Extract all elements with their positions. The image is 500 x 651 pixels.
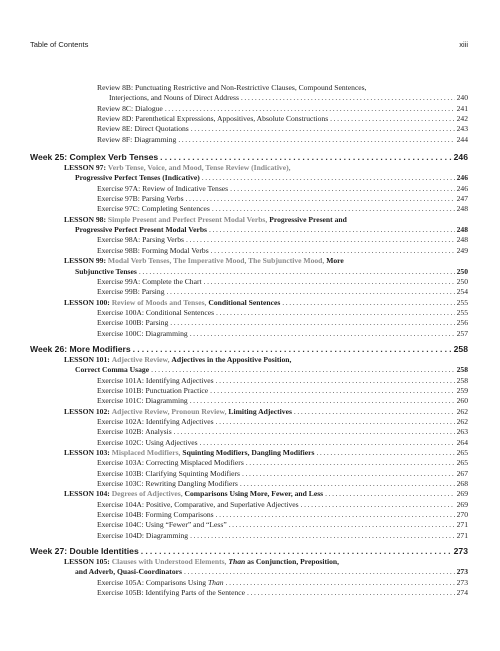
- dot-leader: [141, 545, 452, 557]
- lesson-label: LESSON 97:: [64, 163, 106, 173]
- toc-page-number: 267: [456, 468, 468, 478]
- toc-lesson-98[interactable]: [0, 215, 500, 225]
- dot-leader: [301, 500, 455, 510]
- page-number: xiii: [459, 40, 468, 49]
- toc-entry-exercise-103a[interactable]: Exercise 103A: Correcting Misplaced Modifiers ..... 265: [0, 458, 500, 468]
- dot-leader: [178, 135, 454, 145]
- toc-page-number: 259: [456, 385, 468, 395]
- toc-week-26[interactable]: Week 26: More Modifiers ..... 258: [0, 343, 500, 355]
- lesson-new-topics: Adjectives in the Appositive Position,: [171, 354, 292, 364]
- dot-leader: [325, 489, 454, 499]
- dot-leader: [216, 376, 455, 386]
- running-head-title: Table of Contents: [30, 40, 89, 49]
- lesson-review-topics: Adjective Review,: [111, 354, 170, 364]
- toc-page-number: 262: [456, 416, 468, 426]
- toc-entry-exercise-104b[interactable]: Exercise 104B: Forming Comparisons ..... 270: [0, 510, 500, 520]
- toc-entry-review-8f[interactable]: Review 8F: Diagramming ..... 244: [0, 135, 500, 145]
- toc-entry-exercise-99b[interactable]: Exercise 99B: Parsing ..... 254: [0, 287, 500, 297]
- toc-lesson-104[interactable]: [0, 489, 500, 499]
- toc-page-number: 263: [456, 427, 468, 437]
- toc-entry-review-8e[interactable]: Review 8E: Direct Quotations ..... 243: [0, 124, 500, 134]
- toc-page-number: 255: [456, 307, 468, 317]
- dot-leader: [200, 438, 455, 448]
- toc-page-number: 248: [456, 235, 468, 245]
- dot-leader: [167, 287, 455, 297]
- lesson-new-topics: Conditional Sentences: [208, 297, 281, 307]
- toc-entry-exercise-97c[interactable]: Exercise 97C: Completing Sentences ..... 248: [0, 204, 500, 214]
- toc-entry-exercise-101a[interactable]: Exercise 101A: Identifying Adjectives ..... 258: [0, 376, 500, 386]
- toc-page-number: 262: [456, 406, 468, 416]
- dot-leader: [316, 448, 454, 458]
- dot-leader: [246, 458, 455, 468]
- table-of-contents: [0, 83, 500, 598]
- dot-leader: [230, 184, 454, 194]
- toc-page-number: 273: [456, 577, 468, 587]
- dot-leader: [210, 386, 454, 396]
- toc-page-number: 258: [453, 343, 468, 354]
- lesson-new-topics: Limiting Adjectives: [228, 406, 292, 416]
- toc-week-27[interactable]: Week 27: Double Identities ..... 273: [0, 545, 500, 557]
- toc-lesson-99-continued[interactable]: Subjunctive Tenses ..... 250: [0, 267, 500, 277]
- toc-page-number: 241: [456, 103, 468, 113]
- dot-leader: [186, 235, 455, 245]
- lesson-new-topics: Progressive Present and: [269, 214, 347, 224]
- dot-leader: [139, 267, 455, 277]
- toc-page-number: 270: [456, 510, 468, 520]
- toc-page-number: 268: [456, 479, 468, 489]
- lesson-label: LESSON 101:: [64, 354, 110, 364]
- toc-entry-exercise-97a[interactable]: Exercise 97A: Review of Indicative Tenses ..... 246: [0, 184, 500, 194]
- toc-page-number: 256: [456, 318, 468, 328]
- toc-page-number: 249: [456, 245, 468, 255]
- toc-page-number: 243: [456, 124, 468, 134]
- toc-page-number: 257: [456, 328, 468, 338]
- toc-entry-exercise-101b[interactable]: Exercise 101B: Punctuation Practice ..... 259: [0, 386, 500, 396]
- toc-entry-exercise-98b[interactable]: Exercise 98B: Forming Modal Verbs ..... 249: [0, 246, 500, 256]
- toc-lesson-97[interactable]: [0, 163, 500, 173]
- dot-leader: [229, 520, 455, 530]
- toc-page-number: 258: [456, 365, 468, 375]
- lesson-review-topics: Simple Present and Perfect Present Modal Verbs,: [107, 214, 268, 224]
- lesson-label: LESSON 103:: [64, 448, 110, 457]
- toc-entry-review-8d[interactable]: Review 8D: Parenthetical Expressions, Appositives, Absolute Constructions ..... 242: [0, 114, 500, 124]
- toc-lesson-105-continued[interactable]: and Adverb, Quasi-Coordinators ..... 273: [0, 567, 500, 577]
- toc-entry-exercise-105a[interactable]: Exercise 105A: Comparisons Using Than ..... 273: [0, 578, 500, 588]
- toc-entry-exercise-102b[interactable]: Exercise 102B: Analysis ..... 263: [0, 427, 500, 437]
- running-head: [30, 40, 468, 52]
- dot-leader: [216, 417, 455, 427]
- toc-lesson-99[interactable]: [0, 256, 500, 266]
- toc-page-number: 273: [456, 567, 468, 577]
- toc-entry-exercise-97b[interactable]: Exercise 97B: Parsing Verbs ..... 247: [0, 194, 500, 204]
- lesson-review-topics: Misplaced Modifiers,: [111, 448, 181, 457]
- toc-lesson-97-continued[interactable]: Progressive Perfect Tenses (Indicative) ..... 246: [0, 173, 500, 183]
- dot-leader: [191, 124, 455, 134]
- dot-leader: [294, 407, 455, 417]
- toc-entry-exercise-104c[interactable]: Exercise 104C: Using “Fewer” and “Less” ..... 271: [0, 520, 500, 530]
- toc-entry-exercise-105b[interactable]: Exercise 105B: Identifying Parts of the Sentence ..... 274: [0, 588, 500, 598]
- dot-leader: [211, 246, 455, 256]
- toc-entry-review-8c[interactable]: Review 8C: Dialogue ..... 241: [0, 104, 500, 114]
- dot-leader: [247, 588, 455, 598]
- toc-page-number: 240: [456, 93, 468, 103]
- lesson-label: LESSON 102:: [64, 406, 110, 416]
- lesson-review-topics: Degrees of Adjectives,: [111, 489, 183, 499]
- lesson-review-topics: Clauses with Understood Elements,: [111, 557, 227, 567]
- dot-leader: [241, 93, 455, 103]
- lesson-label: LESSON 105:: [64, 557, 110, 567]
- toc-page-number: 246: [453, 152, 468, 163]
- dot-leader: [190, 329, 455, 339]
- toc-entry-exercise-99a[interactable]: Exercise 99A: Complete the Chart ..... 250: [0, 277, 500, 287]
- lesson-label: LESSON 100:: [64, 297, 110, 307]
- lesson-review-topics: Modal Verb Tenses, The Imperative Mood, The Subjunctive Mood,: [107, 256, 325, 266]
- toc-entry-exercise-103b[interactable]: Exercise 103B: Clarifying Squinting Modifiers ..... 267: [0, 469, 500, 479]
- toc-page-number: 246: [456, 173, 468, 183]
- toc-page-number: 260: [456, 396, 468, 406]
- toc-page-number: 265: [456, 458, 468, 468]
- toc-lesson-103[interactable]: [0, 448, 500, 458]
- toc-page-number: 271: [456, 520, 468, 530]
- toc-page-number: 265: [456, 448, 468, 457]
- toc-page-number: 242: [456, 114, 468, 124]
- toc-lesson-98-continued[interactable]: Progressive Perfect Present Modal Verbs ..... 248: [0, 225, 500, 235]
- toc-page-number: 248: [456, 204, 468, 214]
- toc-page-number: 246: [456, 183, 468, 193]
- dot-leader: [151, 365, 455, 375]
- lesson-label: LESSON 99:: [64, 256, 106, 266]
- dot-leader: [216, 510, 455, 520]
- dot-leader: [165, 104, 455, 114]
- toc-entry-review-8b[interactable]: Review 8B: Punctuating Restrictive and Non-Restrictive Clauses, Compound Sentences,: [97, 83, 367, 92]
- toc-entry-review-8b-continued[interactable]: Interjections, and Nouns of Direct Address ..... 240: [0, 93, 500, 103]
- dot-leader: [174, 427, 455, 437]
- dot-leader: [190, 396, 455, 406]
- toc-entry-exercise-101c[interactable]: Exercise 101C: Diagramming ..... 260: [0, 396, 500, 406]
- toc-page-number: 255: [456, 297, 468, 307]
- toc-week-25[interactable]: Week 25: Complex Verb Tenses ..... 246: [0, 151, 500, 163]
- toc-lesson-100[interactable]: [0, 298, 500, 308]
- toc-page-number: 250: [456, 276, 468, 286]
- toc-page-number: 244: [456, 134, 468, 144]
- dot-leader: [240, 479, 455, 489]
- toc-page-number: 248: [456, 225, 468, 235]
- dot-leader: [184, 567, 455, 577]
- lesson-review-topics: Verb Tense, Voice, and Mood, Tense Review (Indicative),: [107, 163, 291, 173]
- dot-leader: [190, 531, 455, 541]
- toc-lesson-102[interactable]: [0, 407, 500, 417]
- dot-leader: [202, 173, 455, 183]
- toc-page-number: 269: [456, 499, 468, 509]
- toc-entry-exercise-98a[interactable]: Exercise 98A: Parsing Verbs ..... 248: [0, 235, 500, 245]
- dot-leader: [186, 194, 455, 204]
- dot-leader: [330, 114, 454, 124]
- dot-leader: [204, 277, 455, 287]
- lesson-new-topics: Comparisons Using More, Fewer, and Less: [184, 489, 324, 499]
- toc-lesson-105[interactable]: [0, 557, 500, 567]
- toc-entry-exercise-104a[interactable]: Exercise 104A: Positive, Comparative, and Superlative Adjectives ..... 269: [0, 500, 500, 510]
- toc-page-number: 250: [456, 266, 468, 276]
- dot-leader: [133, 343, 452, 355]
- lesson-label: LESSON 98:: [64, 214, 106, 224]
- toc-lesson-101-continued[interactable]: Correct Comma Usage ..... 258: [0, 365, 500, 375]
- lesson-new-topics: More: [326, 256, 344, 266]
- toc-page-number: 258: [456, 375, 468, 385]
- toc-entry-exercise-104d[interactable]: Exercise 104D: Diagramming ..... 271: [0, 531, 500, 541]
- toc-lesson-101[interactable]: [0, 355, 500, 365]
- toc-entry-exercise-100b[interactable]: Exercise 100B: Parsing ..... 256: [0, 318, 500, 328]
- toc-page-number: 269: [456, 489, 468, 499]
- dot-leader: [242, 469, 455, 479]
- toc-entry-exercise-103c[interactable]: Exercise 103C: Rewriting Dangling Modifiers ..... 268: [0, 479, 500, 489]
- toc-page-number: 274: [456, 588, 468, 598]
- toc-page-number: 271: [456, 530, 468, 540]
- lesson-new-topics: as Conjunction, Preposition,: [247, 557, 340, 567]
- dot-leader: [170, 318, 454, 328]
- dot-leader: [160, 151, 451, 163]
- lesson-label: LESSON 104:: [64, 489, 110, 499]
- dot-leader: [212, 204, 455, 214]
- toc-page-number: 247: [456, 194, 468, 204]
- dot-leader: [282, 298, 454, 308]
- toc-entry-exercise-102a[interactable]: Exercise 102A: Identifying Adjectives ..... 262: [0, 417, 500, 427]
- dot-leader: [216, 308, 455, 318]
- toc-page-number: 264: [456, 437, 468, 447]
- lesson-review-topics: Review of Moods and Tenses,: [111, 297, 207, 307]
- toc-entry-exercise-100a[interactable]: Exercise 100A: Conditional Sentences ..... 255: [0, 308, 500, 318]
- toc-entry-exercise-100c[interactable]: Exercise 100C: Diagramming ..... 257: [0, 329, 500, 339]
- lesson-new-topics: Squinting Modifiers, Dangling Modifiers: [182, 448, 315, 457]
- dot-leader: [226, 578, 455, 588]
- dot-leader: [209, 225, 455, 235]
- lesson-review-topics: Adjective Review, Pronoun Review,: [111, 406, 227, 416]
- toc-page-number: 254: [456, 287, 468, 297]
- lesson-new-topics-italic: Than: [228, 557, 246, 567]
- toc-page-number: 273: [453, 546, 468, 557]
- toc-entry-exercise-102c[interactable]: Exercise 102C: Using Adjectives ..... 264: [0, 438, 500, 448]
